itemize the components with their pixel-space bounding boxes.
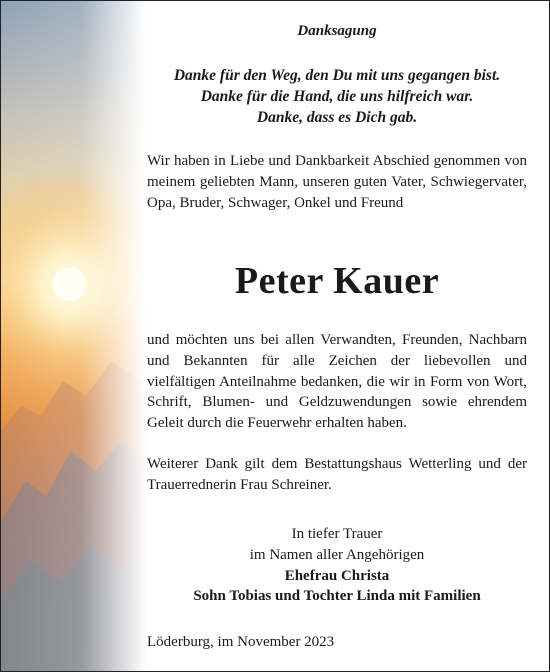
quote-line: Danke für den Weg, den Du mit uns gegangen bist.	[173, 67, 501, 84]
thanks-paragraph: und möchten uns bei allen Verwandten, Freunden, Nachbarn und Bekannten für alle Zeichen der liebevollen und vielfältigen Anteilnahme bedanken, die wir in Form von Wort, Schrift, Blumen- und Geldzuwendungen sowie ehrendem Geleit durch die Feuerwehr erhalten haben.	[147, 332, 527, 432]
further-thanks-paragraph: Weiterer Dank gilt dem Bestattungshaus Wetterling und der Trauerrednerin Frau Schreiner.	[147, 456, 527, 493]
sunset-mountain-image	[1, 1, 146, 671]
intro-paragraph: Wir haben in Liebe und Dankbarkeit Abschied genommen von meinem geliebten Mann, unseren guten Vater, Schwiegervater, Opa, Bruder, Schwager, Onkel und Freund	[147, 153, 527, 211]
closing-signature	[147, 524, 527, 607]
quote-line: Danke für die Hand, die uns hilfreich war.	[200, 88, 474, 105]
deceased-name: Peter Kauer	[234, 260, 440, 302]
place-date: Löderburg, im November 2023	[147, 634, 335, 650]
children-names: Sohn Tobias und Tochter Linda mit Familien	[193, 588, 481, 605]
mourning-line: In tiefer Trauer	[291, 526, 383, 542]
relatives-line: im Namen aller Angehörigen	[249, 546, 425, 563]
notice-title: Danksagung	[297, 23, 377, 39]
sunset-mountain-graphic	[1, 1, 146, 671]
thanks-quote	[147, 65, 527, 128]
quote-line: Danke, dass es Dich gab.	[256, 109, 418, 126]
spouse-name: Ehefrau Christa	[284, 567, 390, 584]
